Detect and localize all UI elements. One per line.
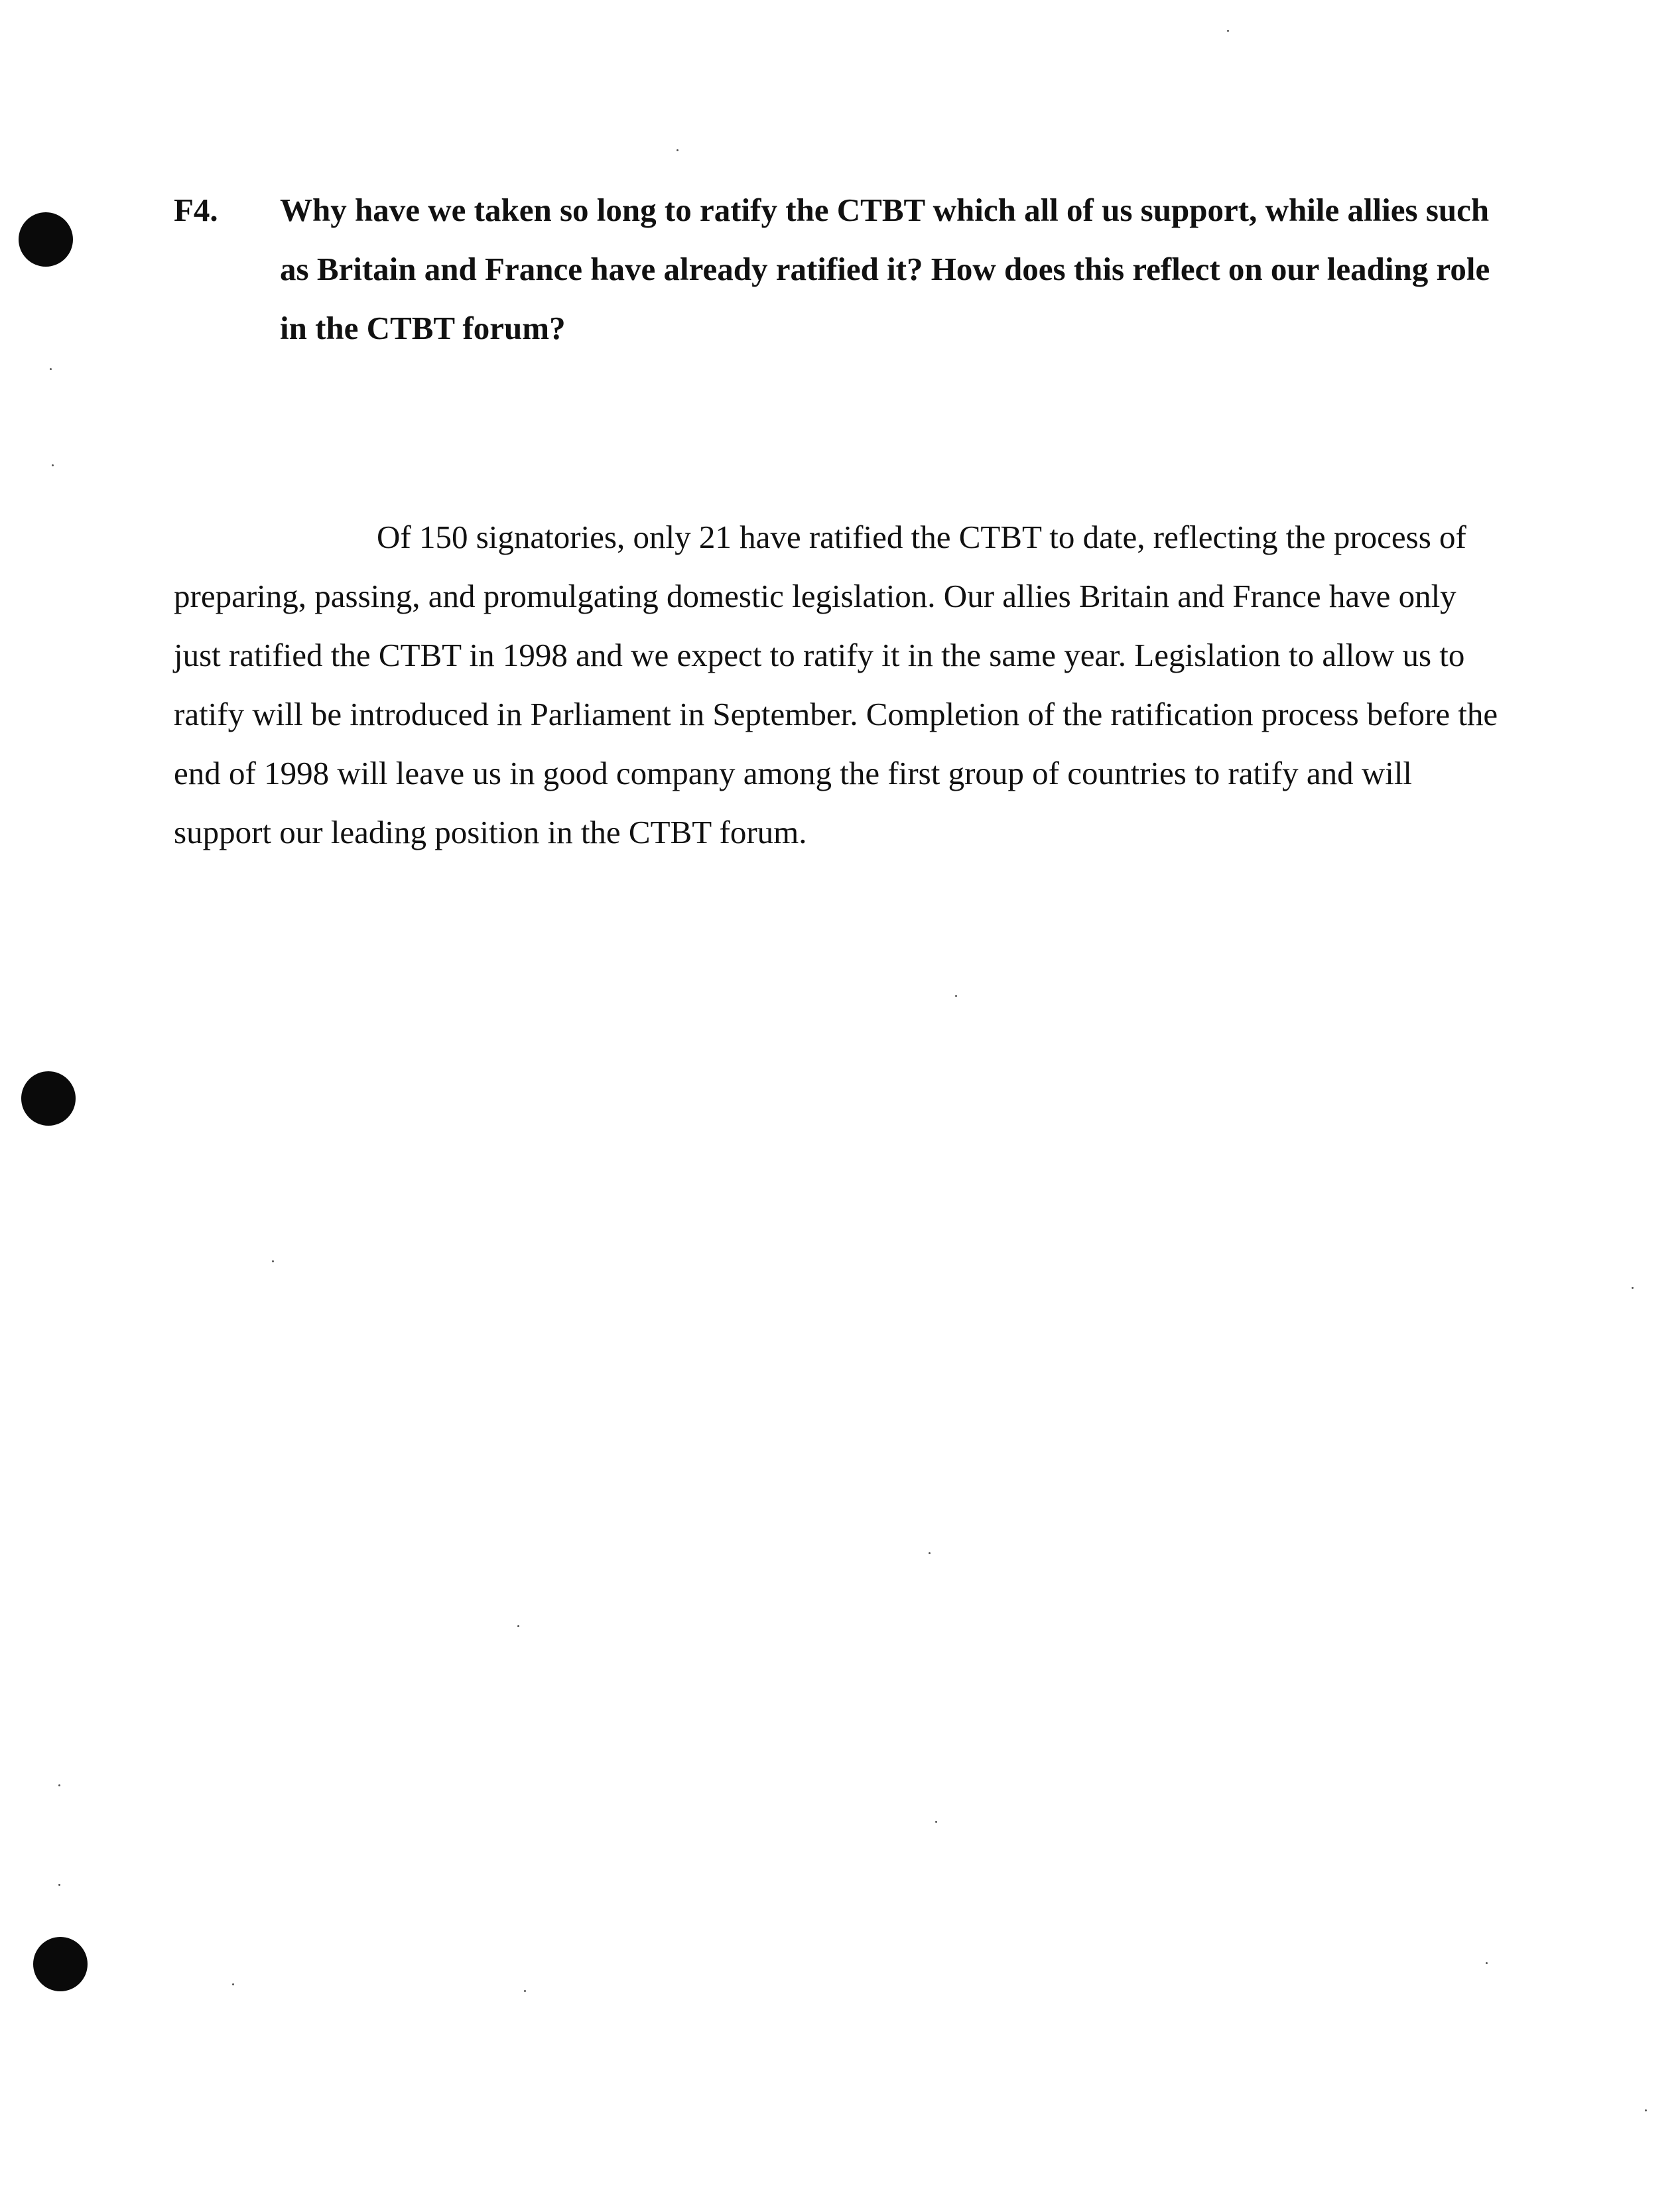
scan-speck [929,1552,931,1554]
answer-paragraph: Of 150 signatories, only 21 have ratified the CTBT to date, reflecting the process of preparing, passing, and promulgating domestic legislation. Our allies Britain and France have only just ratified the CTBT in 1998 and we expect to ratify it in the same year. Legislation to allow us to ratify will be introduced in Parliament in September. Completion of the ratification process before the end of 1998 will leave us in good company among the first group of countries to ratify and will support our leading position in the CTBT forum. [174,519,1498,850]
scan-speck [1227,30,1229,32]
question-text: Why have we taken so long to ratify the CTBT which all of us support, while allies such as Britain and France have already ratified it? How does this reflect on our leading role in the CTBT forum? [280,192,1490,346]
scan-speck [955,995,957,997]
scan-speck [1486,1962,1488,1964]
punch-hole-top [19,212,73,267]
scan-speck [524,1990,526,1992]
scan-speck [1645,2109,1647,2111]
scan-speck [272,1260,274,1262]
scan-speck [677,149,678,151]
scan-speck [52,464,54,466]
scan-speck [58,1784,60,1786]
scan-speck [935,1821,937,1823]
scan-speck [1632,1287,1634,1289]
scan-speck [58,1884,60,1886]
scan-speck [517,1625,519,1627]
scan-speck [50,368,52,370]
question-label: F4. [174,192,218,228]
punch-hole-bottom [33,1937,88,1991]
punch-hole-middle [21,1071,76,1126]
scan-speck [232,1983,234,1985]
